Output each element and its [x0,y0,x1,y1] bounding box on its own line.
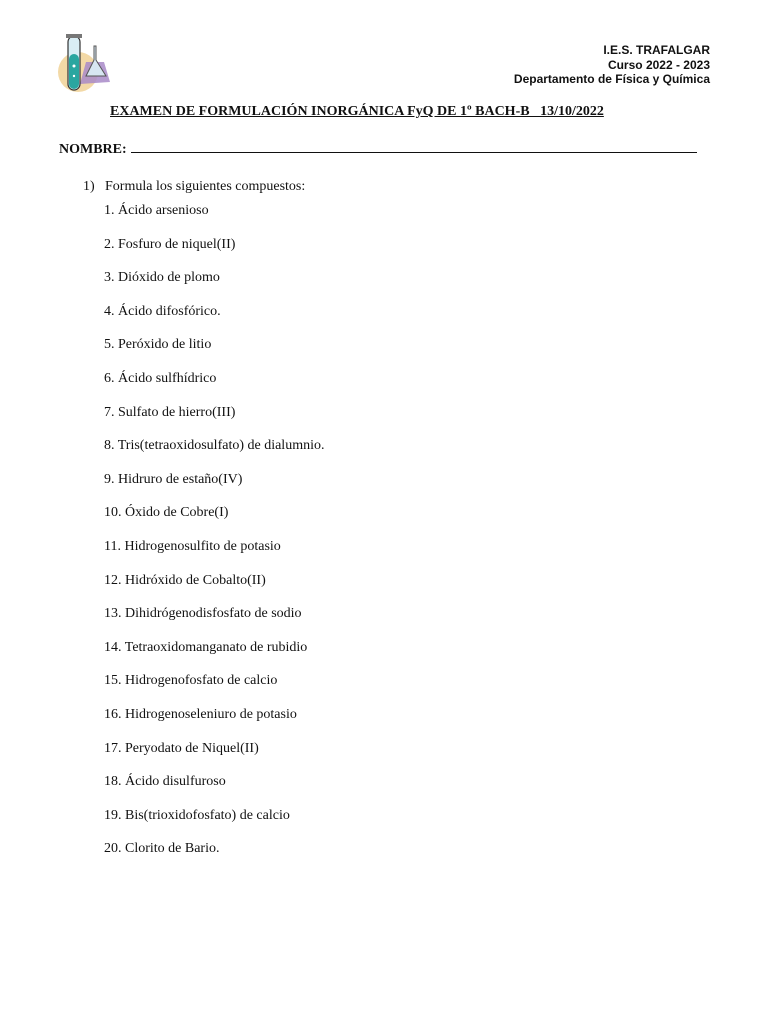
list-item: 13. Dihidrógenodisfosfato de sodio [104,606,302,622]
test-tube-flask-icon [56,32,114,98]
list-item: 19. Bis(trioxidofosfato) de calcio [104,807,290,823]
list-item: 5. Peróxido de litio [104,337,212,353]
list-item: 16. Hidrogenoseleniuro de potasio [104,706,297,722]
list-item: 18. Ácido disulfuroso [104,774,226,790]
question-1 [83,179,305,195]
name-label: NOMBRE: [59,142,127,157]
school-name: I.E.S. TRAFALGAR [603,43,710,57]
department-name: Departamento de Física y Química [513,72,710,86]
question-text: Formula los siguientes compuestos: [105,179,306,194]
list-item: 6. Ácido sulfhídrico [104,370,217,386]
list-item: 3. Dióxido de plomo [104,270,220,286]
list-item: 1. Ácido arsenioso [104,203,209,218]
exam-title: EXAMEN DE FORMULACIÓN INORGÁNICA FyQ DE 1º BACH-B 13/10/2022 [110,104,604,119]
list-item: 7. Sulfato de hierro(III) [104,404,236,420]
school-header [514,43,710,87]
question-number: 1) [83,179,95,194]
list-item: 14. Tetraoxidomanganato de rubidio [104,639,308,655]
list-item: 20. Clorito de Bario. [104,841,220,857]
list-item: 10. Óxido de Cobre(I) [104,505,229,521]
list-item: 15. Hidrogenofosfato de calcio [104,673,278,689]
list-item: 2. Fosfuro de niquel(II) [104,236,236,252]
compound-list [104,203,324,875]
list-item: 9. Hidruro de estaño(IV) [104,471,243,487]
list-item: 17. Peryodato de Niquel(II) [104,740,259,756]
list-item: 12. Hidróxido de Cobalto(II) [104,572,266,588]
school-logo [56,32,114,98]
list-item: 8. Tris(tetraoxidosulfato) de dialumnio. [104,438,325,454]
course-year: Curso 2022 - 2023 [607,57,710,72]
list-item: 11. Hidrogenosulfito de potasio [104,538,281,554]
list-item: 4. Ácido difosfórico. [104,303,221,319]
name-blank-line[interactable] [131,142,697,153]
name-field [59,142,697,158]
